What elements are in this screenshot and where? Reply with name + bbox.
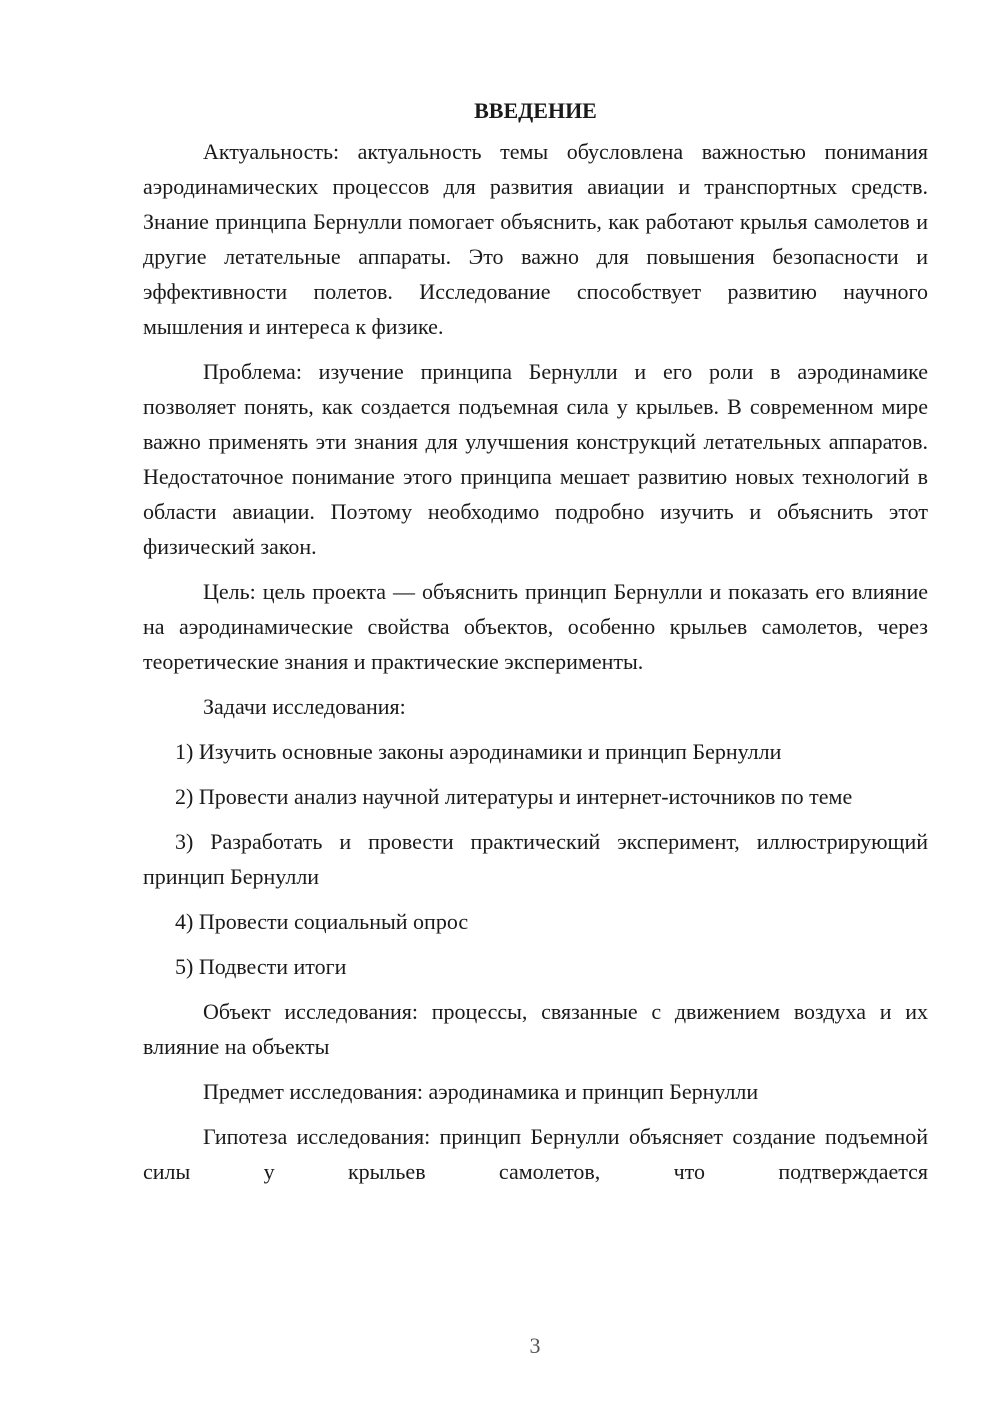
task-item: 5) Подвести итоги — [175, 954, 347, 979]
object-paragraph: Объект исследования: процессы, связанные с движением воздуха и их влияние на объекты — [143, 999, 928, 1059]
document-page — [143, 93, 928, 1189]
task-item: 3) Разработать и провести практический эксперимент, иллюстрирующий принцип Бернулли — [143, 829, 928, 889]
task-item: 2) Провести анализ научной литературы и интернет-источников по теме — [175, 784, 853, 809]
hypothesis-paragraph: Гипотеза исследования: принцип Бернулли объясняет создание подъемной силы у крыльев самолетов, что подтверждается — [143, 1124, 928, 1184]
task-item: 4) Провести социальный опрос — [175, 909, 469, 934]
subject-paragraph: Предмет исследования: аэродинамика и принцип Бернулли — [203, 1079, 759, 1104]
problem-paragraph: Проблема: изучение принципа Бернулли и его роли в аэродинамике позволяет понять, как создается подъемная сила у крыльев. В современном мире важно применять эти знания для улучшения конструкций летательных аппаратов. Недостаточное понимание этого принципа мешает развитию новых технологий в области авиации. Поэтому необходимо подробно изучить и объяснить этот физический закон. — [143, 359, 928, 559]
goal-paragraph: Цель: цель проекта — объяснить принцип Бернулли и показать его влияние на аэродинамические свойства объектов, особенно крыльев самолетов, через теоретические знания и практические эксперименты. — [143, 579, 928, 674]
task-item: 1) Изучить основные законы аэродинамики и принцип Бернулли — [175, 739, 782, 764]
page-title: ВВЕДЕНИЕ — [474, 98, 597, 123]
relevance-paragraph: Актуальность: актуальность темы обусловлена важностью понимания аэродинамических процессов для развития авиации и транспортных средств. Знание принципа Бернулли помогает объяснить, как работают крылья самолетов и другие летательные аппараты. Это важно для повышения безопасности и эффективности полетов. Исследование способствует развитию научного мышления и интереса к физике. — [143, 139, 928, 339]
tasks-heading: Задачи исследования: — [203, 694, 406, 719]
page-number: 3 — [529, 1333, 541, 1358]
